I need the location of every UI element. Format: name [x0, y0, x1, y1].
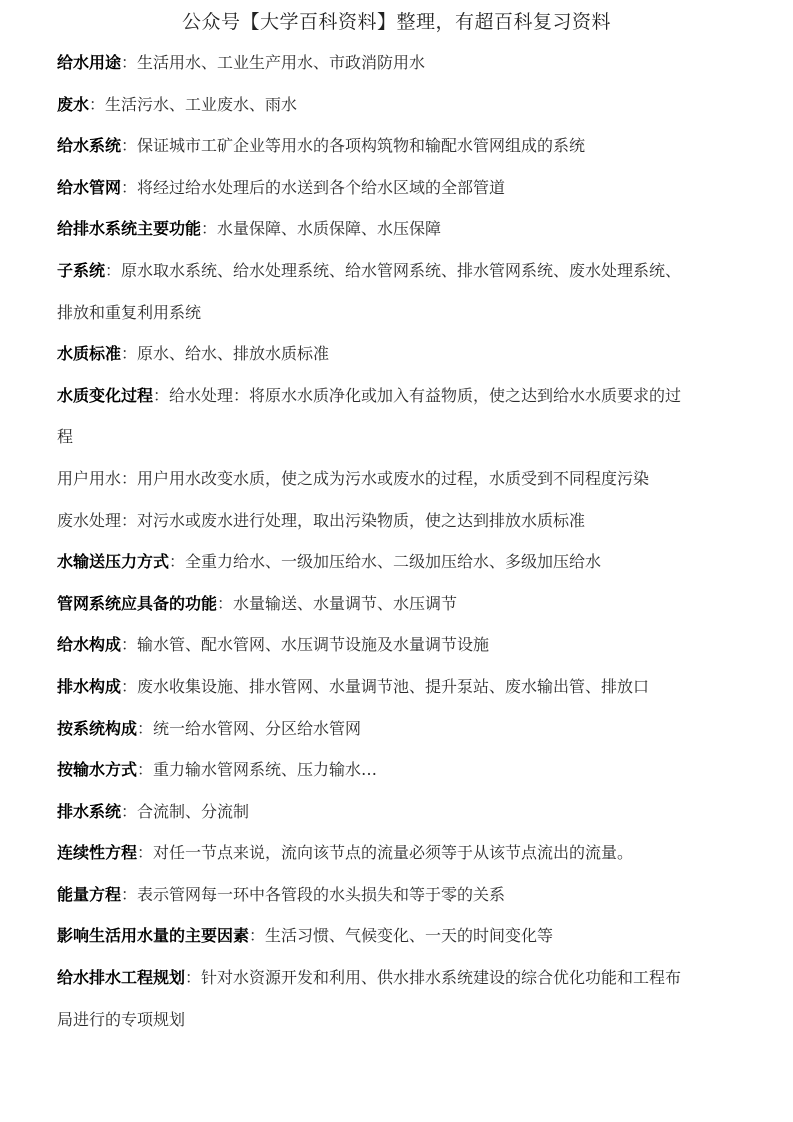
- term: 能量方程: [57, 884, 122, 904]
- entry-supply-composition: 给水构成：输水管、配水管网、水压调节设施及水量调节设施: [57, 635, 490, 655]
- term: 给水用途: [57, 53, 122, 72]
- definition: 重力输水管网系统、压力输水…: [153, 760, 378, 780]
- definition: 生活习惯、气候变化、一天的时间变化等: [265, 926, 554, 946]
- entry-main-functions: 给排水系统主要功能：水量保障、水质保障、水压保障: [57, 219, 442, 239]
- definition: 表示管网每一环中各管段的水头损失和等于零的关系: [137, 884, 506, 904]
- term: 给排水系统主要功能: [57, 219, 202, 239]
- entry-energy-equation: 能量方程：表示管网每一环中各管段的水头损失和等于零的关系: [57, 884, 506, 904]
- entry-drainage-composition: 排水构成：废水收集设施、排水管网、水量调节池、提升泵站、废水输出管、排放口: [57, 676, 650, 696]
- term: 子系统: [57, 260, 106, 280]
- page-title: 公众号【大学百科资料】整理，有超百科复习资料: [181, 11, 611, 33]
- entry-by-system: 按系统构成：统一给水管网、分区给水管网: [57, 718, 362, 738]
- entry-continuity-equation: 连续性方程：对任一节点来说，流向该节点的流量必须等于从该节点流出的流量。: [57, 843, 634, 863]
- definition-continued: 程: [57, 427, 74, 447]
- definition: 生活污水、工业废水、雨水: [105, 94, 298, 114]
- definition-continued: 排放和重复利用系统: [57, 302, 202, 322]
- entry-network-functions: 管网系统应具备的功能：水量输送、水量调节、水压调节: [57, 593, 458, 613]
- definition: 针对水资源开发和利用、供水排水系统建设的综合优化功能和工程布: [201, 968, 682, 988]
- entry-wastewater: 废水：生活污水、工业废水、雨水: [57, 94, 298, 114]
- entry-domestic-factors: 影响生活用水量的主要因素：生活习惯、气候变化、一天的时间变化等: [57, 926, 554, 946]
- definition: 对任一节点来说，流向该节点的流量必须等于从该节点流出的流量。: [153, 843, 634, 863]
- definition: 水量保障、水质保障、水压保障: [217, 219, 442, 239]
- entry-engineering-planning-continued: [57, 1006, 747, 1048]
- entry-water-quality-change: 水质变化过程：给水处理：将原水水质净化或加入有益物质，使之达到给水水质要求的过: [57, 385, 682, 405]
- definition: 水量输送、水量调节、水压调节: [233, 593, 458, 613]
- definition: 全重力给水、一级加压给水、二级加压给水、多级加压给水: [185, 552, 602, 572]
- definition: 将经过给水处理后的水送到各个给水区域的全部管道: [137, 177, 506, 197]
- entry-water-quality-change-continued: [57, 423, 747, 465]
- term: 影响生活用水量的主要因素: [57, 926, 250, 946]
- term: 按输水方式: [57, 760, 138, 780]
- definition: 合流制、分流制: [137, 801, 250, 821]
- entry-by-transport: 按输水方式：重力输水管网系统、压力输水…: [57, 760, 378, 780]
- term: 水输送压力方式: [57, 552, 170, 572]
- term: 给水管网: [57, 177, 122, 197]
- entry-subsystems-continued: [57, 299, 747, 341]
- entry-water-supply-network: 给水管网：将经过给水处理后的水送到各个给水区域的全部管道: [57, 177, 506, 197]
- entry-water-supply-system: 给水系统：保证城市工矿企业等用水的各项构筑物和输配水管网组成的系统: [57, 136, 586, 156]
- definition: 生活用水、工业生产用水、市政消防用水: [137, 53, 426, 72]
- definition: 给水处理：将原水水质净化或加入有益物质，使之达到给水水质要求的过: [169, 385, 682, 405]
- term: 按系统构成: [57, 718, 138, 738]
- entry-wastewater-treatment: [57, 507, 747, 549]
- entry-water-quality-standard: 水质标准：原水、给水、排放水质标准: [57, 344, 330, 364]
- term: 废水: [57, 94, 90, 114]
- document-body: [57, 49, 747, 1047]
- definition: 输水管、配水管网、水压调节设施及水量调节设施: [137, 635, 490, 655]
- term: 水质标准: [57, 344, 122, 364]
- term: 给水排水工程规划: [57, 968, 186, 988]
- term: 连续性方程: [57, 843, 138, 863]
- entry-drainage-system: 排水系统：合流制、分流制: [57, 801, 250, 821]
- term: 排水构成: [57, 676, 122, 696]
- entry-user-water: [57, 465, 747, 507]
- definition: 统一给水管网、分区给水管网: [153, 718, 362, 738]
- definition-continued: 局进行的专项规划: [57, 1009, 186, 1029]
- term: 水质变化过程: [57, 385, 154, 405]
- term: 排水系统: [57, 801, 122, 821]
- entry-pressure-mode: 水输送压力方式：全重力给水、一级加压给水、二级加压给水、多级加压给水: [57, 552, 602, 572]
- definition: 废水处理：对污水或废水进行处理，取出污染物质，使之达到排放水质标准: [57, 510, 586, 530]
- definition: 原水、给水、排放水质标准: [137, 344, 330, 364]
- definition: 废水收集设施、排水管网、水量调节池、提升泵站、废水输出管、排放口: [137, 676, 650, 696]
- entry-subsystems: 子系统：原水取水系统、给水处理系统、给水管网系统、排水管网系统、废水处理系统、: [57, 260, 682, 280]
- entry-engineering-planning: 给水排水工程规划：针对水资源开发和利用、供水排水系统建设的综合优化功能和工程布: [57, 968, 682, 988]
- definition: 保证城市工矿企业等用水的各项构筑物和输配水管网组成的系统: [137, 136, 586, 156]
- term: 给水构成: [57, 635, 122, 655]
- term: 管网系统应具备的功能: [57, 593, 218, 613]
- definition: 原水取水系统、给水处理系统、给水管网系统、排水管网系统、废水处理系统、: [121, 260, 682, 280]
- term: 给水系统: [57, 136, 122, 156]
- definition: 用户用水：用户用水改变水质，使之成为污水或废水的过程，水质受到不同程度污染: [57, 468, 650, 488]
- entry-water-supply-use: 给水用途：生活用水、工业生产用水、市政消防用水: [57, 53, 426, 72]
